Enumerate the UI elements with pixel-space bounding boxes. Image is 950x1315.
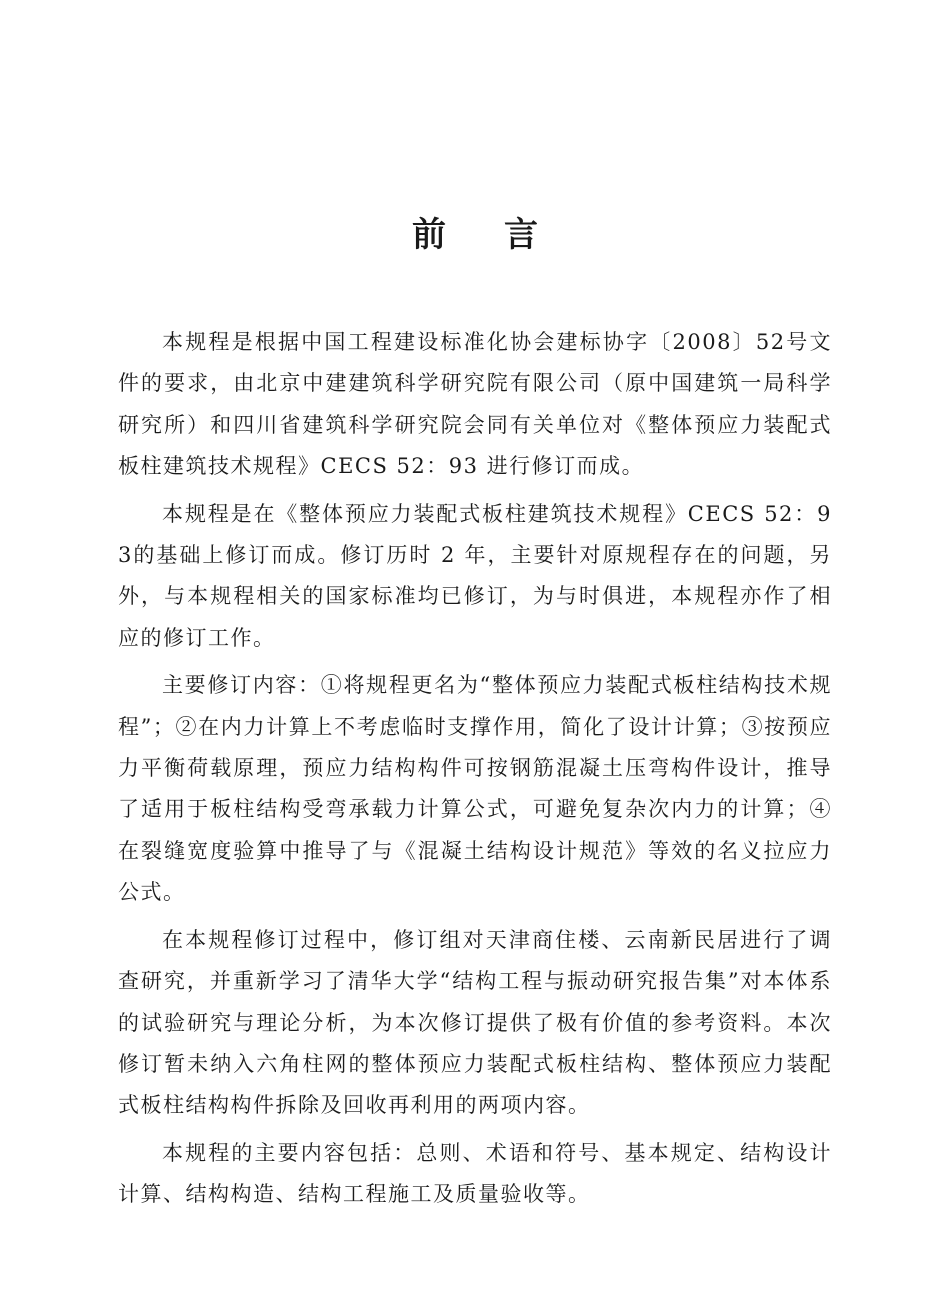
preface-body bbox=[118, 322, 832, 1222]
paragraph-4: 在本规程修订过程中，修订组对天津商住楼、云南新民居进行了调查研究，并重新学习了清华大学“结构工程与振动研究报告集”对本体系的试验研究与理论分析，为本次修订提供了极有价值的参考资料。本次修订暂未纳入六角柱网的整体预应力装配式板柱结构、整体预应力装配式板柱结构构件拆除及回收再利用的两项内容。 bbox=[118, 927, 832, 1118]
paragraph-2: 本规程是在《整体预应力装配式板柱建筑技术规程》CECS 52：93的基础上修订而成。修订历时 2 年，主要针对原规程存在的问题，另外，与本规程相关的国家标准均已修订，为与时俱进，本规程亦作了相应的修订工作。 bbox=[118, 501, 832, 650]
page-title: 前言 bbox=[412, 215, 596, 255]
paragraph-5: 本规程的主要内容包括：总则、术语和符号、基本规定、结构设计计算、结构构造、结构工程施工及质量验收等。 bbox=[118, 1140, 832, 1207]
paragraph-3: 主要修订内容：①将规程更名为“整体预应力装配式板柱结构技术规程”；②在内力计算上不考虑临时支撑作用，简化了设计计算；③按预应力平衡荷载原理，预应力结构构件可按钢筋混凝土压弯构件设计，推导了适用于板柱结构受弯承载力计算公式，可避免复杂次内力的计算；④在裂缝宽度验算中推导了与《混凝土结构设计规范》等效的名义拉应力公式。 bbox=[118, 673, 832, 905]
paragraph-1: 本规程是根据中国工程建设标准化协会建标协字〔2008〕52号文件的要求，由北京中建建筑科学研究院有限公司（原中国建筑一局科学研究所）和四川省建筑科学研究院会同有关单位对《整体预应力装配式板柱建筑技术规程》CECS 52：93 进行修订而成。 bbox=[118, 330, 832, 479]
